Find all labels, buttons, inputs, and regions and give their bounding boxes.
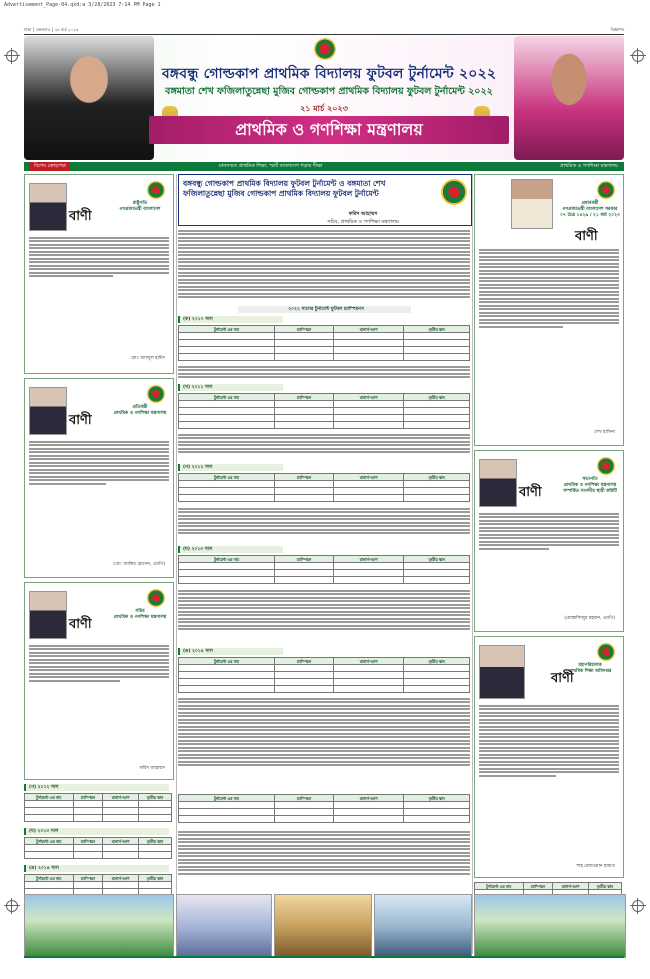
column-divider [176, 174, 177, 954]
registration-mark [6, 50, 18, 62]
col-header: রানার্স-আপ [333, 795, 403, 802]
article-body [178, 228, 470, 300]
col-header: তৃতীয় স্থান [138, 875, 171, 882]
results-table [24, 874, 172, 896]
message-signature: শেখ হাসিনা [594, 430, 615, 435]
year-label: (ঘ) ২০১৩ সাল [24, 828, 169, 835]
col-header: রানার্স-আপ [333, 474, 403, 481]
col-header: টুর্নামেন্ট এর নাম [25, 794, 74, 801]
col-header: টুর্নামেন্ট এর নাম [179, 326, 275, 333]
col-header: রানার্স-আপ [333, 658, 403, 665]
ministry-title: প্রাথমিক ও গণশিক্ষা মন্ত্রণালয় [149, 116, 509, 144]
message-body [29, 643, 169, 683]
message-role [109, 609, 171, 621]
message-body [479, 703, 619, 778]
banner-date: ২১ মার্চ ২০২৩ [300, 103, 348, 113]
col-header: রানার্স-আপ [333, 556, 403, 563]
football-match-photo [474, 894, 626, 958]
results-table [178, 393, 470, 429]
message-role [559, 201, 621, 219]
year-label: (গ) ২০১২ সাল [178, 464, 283, 471]
col-header: তৃতীয় স্থান [138, 794, 171, 801]
results-table [178, 657, 470, 693]
article-body [178, 364, 470, 380]
award-ceremony-photo [176, 894, 272, 958]
message-heading: বাণী [575, 229, 598, 244]
message-body [479, 247, 619, 329]
col-header: টুর্নামেন্ট এর নাম [25, 838, 74, 845]
author-title: সচিব, প্রাথমিক ও গণশিক্ষা মন্ত্রণালয় [327, 219, 399, 225]
print-header: Advertisement_Page-04.qxd:a 3/28/2023 7:14 PM Page 1 [4, 2, 161, 8]
message-body [29, 235, 169, 279]
message-heading: বাণী [69, 617, 92, 632]
message-body [479, 511, 619, 551]
banner-title: বঙ্গবন্ধু গোল্ডকাপ প্রাথমিক বিদ্যালয় ফুটবল টুর্নামেন্ট ২০২২ [161, 66, 497, 82]
minister-photo [29, 387, 67, 435]
year-label: (ঙ) ২০১৪ সাল [24, 865, 169, 872]
section-title: ২০২২ সালের টুর্নামেন্ট ফুটবল চ্যাম্পিয়নস [238, 306, 411, 313]
role-subtitle: গণপ্রজাতন্ত্রী বাংলাদেশ সরকার [562, 207, 618, 212]
col-header: চ্যাম্পিয়ন [73, 875, 103, 882]
year-label: (ক) ২০১০ সাল [178, 316, 283, 323]
message-body [29, 439, 169, 486]
message-heading: বাণী [69, 413, 92, 428]
year-label: (খ) ২০১১ সাল [178, 384, 283, 391]
chairman-photo [479, 459, 517, 507]
col-header: চ্যাম্পিয়ন [73, 838, 103, 845]
role-subtitle: গণপ্রজাতন্ত্রী বাংলাদেশ [119, 207, 161, 212]
col-header: রানার্স-আপ [333, 326, 403, 333]
team-photo [274, 894, 372, 958]
year-label: (ঘ) ২০১৩ সাল [178, 546, 283, 553]
role-title: প্রধানমন্ত্রী [581, 201, 599, 206]
message-heading: বাণী [551, 671, 574, 686]
registration-mark [632, 50, 644, 62]
role-subtitle: প্রাথমিক ও গণশিক্ষা মন্ত্রণালয় [113, 615, 167, 620]
col-header: চ্যাম্পিয়ন [523, 883, 553, 890]
emblem-icon [147, 589, 165, 607]
col-header: টুর্নামেন্ট এর নাম [179, 556, 275, 563]
col-header: টুর্নামেন্ট এর নাম [179, 394, 275, 401]
column-divider [472, 174, 473, 954]
fazilatunnessa-portrait [514, 36, 624, 160]
col-header: তৃতীয় স্থান [588, 883, 621, 890]
article-body [178, 588, 470, 632]
dg-message [474, 636, 624, 878]
col-header: চ্যাম্পিয়ন [275, 658, 334, 665]
chairman-message [474, 450, 624, 632]
role-title: সচিব [135, 609, 145, 614]
secretary-message [24, 582, 174, 780]
award-ceremony-photo [374, 894, 472, 958]
col-header: টুর্নামেন্ট এর নাম [179, 795, 275, 802]
col-header: রানার্স-আপ [103, 875, 139, 882]
message-role [559, 477, 621, 495]
ministry-label: প্রাথমিক ও গণশিক্ষা মন্ত্রণালয় [559, 163, 618, 169]
emblem-icon [597, 181, 615, 199]
footer-rule [24, 956, 624, 958]
pm-message [474, 174, 624, 446]
col-header: রানার্স-আপ [333, 394, 403, 401]
registration-mark [632, 900, 644, 912]
col-header: চ্যাম্পিয়ন [275, 474, 334, 481]
role-title: মহাপরিচালক [578, 663, 602, 668]
folio-section: বিজ্ঞাপন [610, 27, 624, 32]
col-header: চ্যাম্পিয়ন [275, 556, 334, 563]
article-body [178, 696, 470, 768]
role-subtitle: প্রাথমিক ও গণশিক্ষা মন্ত্রণালয় [113, 411, 167, 416]
col-header: তৃতীয় স্থান [138, 838, 171, 845]
col-header: তৃতীয় স্থান [404, 326, 470, 333]
message-signature: শাহ রেজওয়ান হায়াত [576, 864, 615, 869]
info-stripe [24, 162, 624, 171]
year-label: (গ) ২০১২ সাল [24, 784, 169, 791]
ministry-logo-icon [441, 179, 467, 205]
football-match-photo [24, 894, 174, 958]
results-table [24, 837, 172, 859]
message-signature: (মো. জাকির হোসেন, এমপি) [113, 562, 165, 567]
col-header: চ্যাম্পিয়ন [73, 794, 103, 801]
col-header: রানার্স-আপ [103, 794, 139, 801]
folio-date: ঢাকা │ মঙ্গলবার │ ২৮ মার্চ ২০২৩ [24, 27, 79, 32]
message-date: ০৭ চৈত্র ১৪২৯ / ২১ মার্চ ২০২৩ [560, 213, 620, 218]
banner [24, 36, 624, 160]
col-header: চ্যাম্পিয়ন [275, 795, 334, 802]
emblem-icon [147, 385, 165, 403]
results-table [178, 555, 470, 584]
article-header [178, 174, 472, 226]
role-title: রাষ্ট্রপতি [132, 201, 148, 206]
results-table [178, 325, 470, 361]
article-heading: বঙ্গবন্ধু গোল্ডকাপ প্রাথমিক বিদ্যালয় ফুটবল টুর্নামেন্ট ও বঙ্গমাতা শেখ ফজিলাতুন্নেছা মুজিব গোল্ডকাপ প্রাথমিক বিদ্যালয় ফুটবল টুর্নামেন্ট [183, 179, 386, 198]
government-emblem-icon [314, 38, 336, 60]
col-header: রানার্স-আপ [103, 838, 139, 845]
col-header: তৃতীয় স্থান [404, 658, 470, 665]
role-title: প্রতিমন্ত্রী [132, 405, 148, 410]
message-role [109, 201, 171, 213]
role-title: সভাপতি [582, 477, 598, 482]
col-header: তৃতীয় স্থান [404, 394, 470, 401]
col-header: তৃতীয় স্থান [404, 474, 470, 481]
bangabandhu-portrait [24, 36, 154, 160]
author-name: ফরিদ আহাম্মদ [348, 211, 378, 217]
dg-photo [479, 645, 525, 699]
minister-message [24, 378, 174, 578]
left-results-tables [24, 784, 172, 896]
year-label: (ঙ) ২০১৪ সাল [178, 648, 283, 655]
col-header: চ্যাম্পিয়ন [275, 326, 334, 333]
col-header: রানার্স-আপ [553, 883, 589, 890]
secretary-photo [29, 591, 67, 639]
folio [24, 26, 624, 35]
message-signature: (মোস্তাফিজুর রহমান, এমপি) [564, 616, 615, 621]
emblem-icon [147, 181, 165, 199]
role-subtitle: প্রাথমিক ও গণশিক্ষা মন্ত্রণালয় সম্পর্কিত সংসদীয় স্থায়ী কমিটি [563, 483, 617, 494]
results-table [178, 473, 470, 502]
registration-mark [6, 900, 18, 912]
slogan: মানসম্মত প্রাথমিক শিক্ষা, স্মার্ট বাংলাদেশ গড়ার দীক্ষা [219, 163, 323, 169]
col-header: চ্যাম্পিয়ন [275, 394, 334, 401]
col-header: তৃতীয় স্থান [404, 795, 470, 802]
newspaper-page [24, 26, 624, 958]
special-supplement-label: বিশেষ ক্রোড়পত্র [30, 162, 70, 171]
article-body [178, 506, 470, 536]
president-photo [29, 183, 67, 231]
results-table [24, 793, 172, 822]
emblem-icon [597, 457, 615, 475]
col-header: টুর্নামেন্ট এর নাম [475, 883, 524, 890]
col-header: টুর্নামেন্ট এর নাম [179, 474, 275, 481]
message-signature: মোঃ আবদুল হামিদ [130, 356, 165, 361]
message-signature: ফরিদ আহাম্মদ [139, 766, 165, 771]
article-body [178, 432, 470, 455]
article-author [313, 211, 413, 226]
results-table [178, 794, 470, 823]
col-header: টুর্নামেন্ট এর নাম [25, 875, 74, 882]
banner-subtitle: বঙ্গমাতা শেখ ফজিলাতুন্নেছা মুজিব গোল্ডকাপ প্রাথমিক বিদ্যালয় ফুটবল টুর্নামেন্ট ২০২২ [165, 86, 493, 97]
emblem-icon [597, 643, 615, 661]
message-role [109, 405, 171, 417]
article-body [178, 829, 470, 876]
role-subtitle: প্রাথমিক শিক্ষা অধিদপ্তর [568, 669, 612, 674]
col-header: তৃতীয় স্থান [404, 556, 470, 563]
pm-photo [511, 179, 553, 229]
col-header: টুর্নামেন্ট এর নাম [179, 658, 275, 665]
president-message [24, 174, 174, 374]
message-heading: বাণী [69, 209, 92, 224]
message-heading: বাণী [519, 485, 542, 500]
